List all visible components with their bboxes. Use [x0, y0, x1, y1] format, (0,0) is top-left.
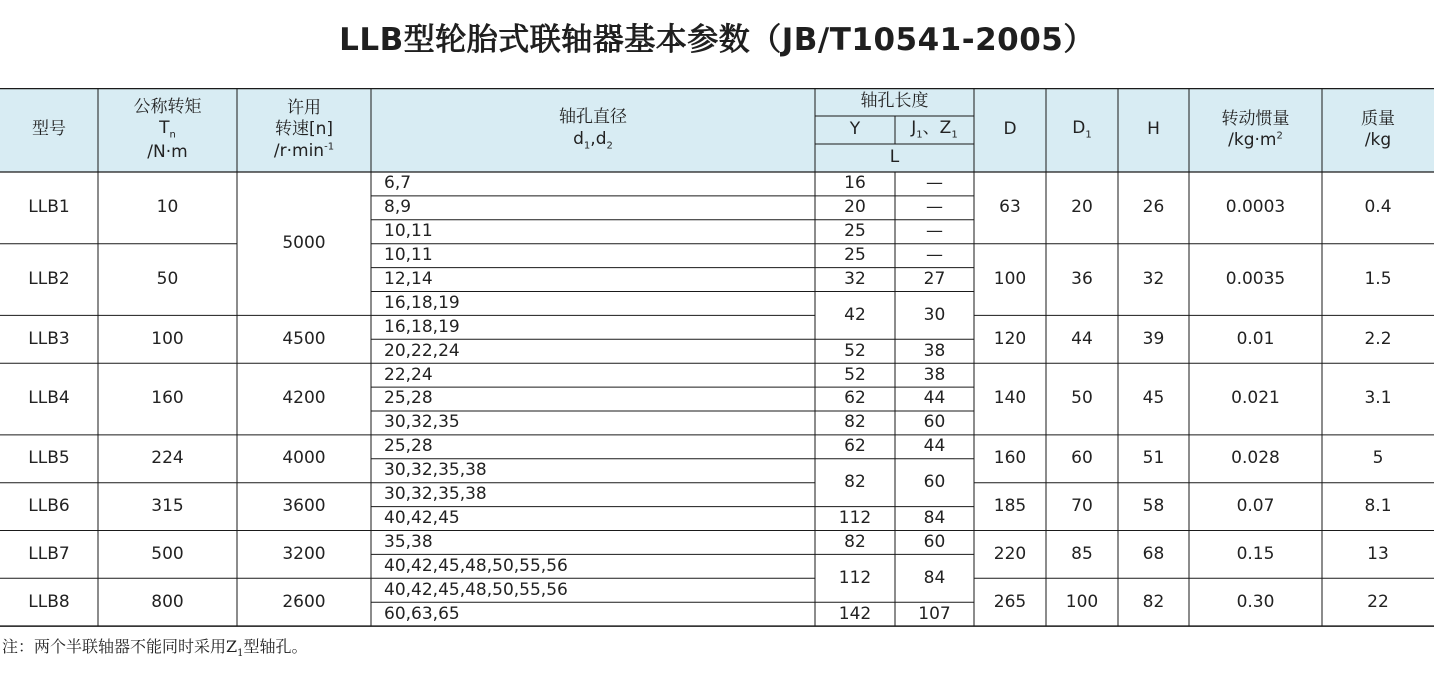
- length-jz-cell: 44: [923, 388, 946, 409]
- length-y-cell: 42: [844, 304, 866, 325]
- length-y-cell: 112: [838, 567, 872, 588]
- d1-cell: 44: [1071, 328, 1093, 349]
- d-cell: 120: [993, 328, 1027, 349]
- speed-cell: 2600: [282, 591, 326, 612]
- page-title: LLB型轮胎式联轴器基本参数（JB/T10541-2005）: [339, 22, 1095, 58]
- bore-diameter-cell: 6,7: [384, 173, 412, 194]
- h-cell: 51: [1142, 448, 1165, 469]
- parameter-table: [0, 88, 1434, 628]
- header-mass: 质量 /kg: [1361, 108, 1395, 150]
- header-length-l: L: [889, 147, 900, 168]
- header-bore-diameter: 轴孔直径 $d_1,d_2$: [559, 107, 627, 152]
- inertia-cell: 0.028: [1231, 448, 1280, 469]
- d1-cell: 50: [1071, 388, 1093, 409]
- length-jz-cell: 84: [923, 507, 946, 528]
- header-speed: 许用 转速[n] $/r\cdot\min^{-1}$: [273, 98, 335, 161]
- length-jz-cell: 44: [923, 436, 946, 457]
- bore-diameter-cell: 60,63,65: [384, 603, 460, 624]
- model-cell: LLB8: [28, 591, 70, 612]
- speed-cell: 4200: [282, 388, 326, 409]
- length-y-cell: 52: [844, 340, 866, 361]
- h-cell: 45: [1142, 388, 1165, 409]
- d-cell: 220: [993, 543, 1027, 564]
- d-cell: 185: [993, 495, 1027, 516]
- h-cell: 82: [1142, 591, 1165, 612]
- model-cell: LLB3: [28, 328, 70, 349]
- d-cell: 140: [993, 388, 1027, 409]
- d1-cell: 20: [1071, 197, 1093, 218]
- inertia-cell: 0.021: [1231, 388, 1280, 409]
- torque-cell: 160: [151, 388, 184, 409]
- torque-cell: 100: [151, 328, 184, 349]
- d-cell: 63: [999, 197, 1021, 218]
- length-y-cell: 62: [844, 388, 866, 409]
- bore-diameter-cell: 35,38: [384, 531, 433, 552]
- inertia-cell: 0.0003: [1225, 197, 1286, 218]
- bore-diameter-cell: 12,14: [384, 268, 433, 289]
- torque-cell: 224: [151, 448, 184, 469]
- torque-cell: 10: [156, 197, 179, 218]
- length-jz-cell: 84: [923, 567, 946, 588]
- header-model: 型号: [32, 119, 66, 140]
- length-y-cell: 20: [844, 197, 866, 218]
- length-jz-cell: 60: [923, 412, 946, 433]
- bore-diameter-cell: 30,32,35: [384, 412, 460, 433]
- header-inertia: 转动惯量 $/kg\cdot m^2$: [1221, 108, 1290, 150]
- bore-diameter-cell: 10,11: [384, 245, 433, 265]
- speed-cell: 3600: [282, 495, 326, 516]
- d1-cell: 70: [1071, 495, 1093, 516]
- length-y-cell: 82: [844, 472, 866, 493]
- bore-diameter-cell: 8,9: [384, 197, 412, 218]
- header-bore-length: 轴孔长度: [860, 91, 929, 112]
- length-y-cell: 32: [844, 268, 866, 289]
- length-jz-cell: —: [926, 221, 943, 242]
- bore-diameter-cell: 16,18,19: [384, 292, 460, 313]
- length-y-cell: 82: [844, 412, 866, 433]
- torque-cell: 500: [151, 543, 184, 564]
- bore-diameter-cell: 10,11: [384, 221, 433, 242]
- model-cell: LLB5: [28, 448, 70, 469]
- length-jz-cell: —: [926, 173, 943, 194]
- inertia-cell: 0.0035: [1225, 268, 1286, 289]
- speed-cell: 3200: [282, 543, 326, 564]
- speed-cell: 4000: [282, 448, 326, 469]
- length-jz-cell: 60: [923, 531, 946, 552]
- bore-diameter-cell: 40,42,45,48,50,55,56: [384, 555, 568, 576]
- model-cell: LLB2: [28, 268, 70, 289]
- torque-cell: 315: [151, 495, 184, 516]
- header-torque: 公称转矩 $T_n$ /N·m: [133, 96, 202, 162]
- torque-cell: 800: [151, 591, 184, 612]
- d-cell: 265: [993, 591, 1027, 612]
- length-jz-cell: —: [926, 197, 943, 218]
- length-y-cell: 16: [844, 173, 866, 194]
- torque-cell: 50: [156, 268, 179, 289]
- mass-cell: 5: [1372, 448, 1384, 469]
- h-cell: 26: [1142, 197, 1165, 218]
- mass-cell: 1.5: [1364, 268, 1392, 289]
- d1-cell: 60: [1071, 448, 1093, 469]
- mass-cell: 3.1: [1364, 388, 1392, 409]
- bore-diameter-cell: 20,22,24: [384, 340, 460, 361]
- header-length-jz: $J_1$、$Z_1$: [911, 118, 958, 141]
- length-y-cell: 62: [844, 436, 866, 457]
- d-cell: 100: [993, 268, 1027, 289]
- inertia-cell: 0.01: [1236, 328, 1275, 349]
- length-jz-cell: —: [926, 245, 943, 265]
- mass-cell: 0.4: [1364, 197, 1392, 218]
- header-h: H: [1147, 119, 1160, 140]
- model-cell: LLB1: [28, 197, 70, 218]
- inertia-cell: 0.07: [1236, 495, 1275, 516]
- length-jz-cell: 38: [923, 364, 946, 385]
- bore-diameter-cell: 40,42,45,48,50,55,56: [384, 579, 568, 600]
- length-y-cell: 25: [844, 221, 866, 242]
- length-jz-cell: 27: [923, 268, 946, 289]
- length-jz-cell: 107: [918, 603, 951, 624]
- mass-cell: 8.1: [1364, 495, 1392, 516]
- header-d: D: [1003, 119, 1017, 140]
- speed-cell: 4500: [282, 328, 326, 349]
- mass-cell: 13: [1367, 543, 1389, 564]
- inertia-cell: 0.15: [1236, 543, 1275, 564]
- length-y-cell: 82: [844, 531, 866, 552]
- h-cell: 68: [1142, 543, 1165, 564]
- length-jz-cell: 60: [923, 472, 946, 493]
- mass-cell: 2.2: [1364, 328, 1392, 349]
- header-d1: $D_1$: [1072, 118, 1092, 141]
- h-cell: 39: [1142, 328, 1165, 349]
- length-jz-cell: 30: [923, 304, 946, 325]
- header-length-y: Y: [849, 119, 861, 140]
- bore-diameter-cell: 25,28: [384, 388, 433, 409]
- bore-diameter-cell: 30,32,35,38: [384, 460, 487, 481]
- bore-diameter-cell: 25,28: [384, 436, 433, 457]
- length-y-cell: 25: [844, 245, 866, 265]
- bore-diameter-cell: 30,32,35,38: [384, 484, 487, 504]
- model-cell: LLB6: [28, 495, 70, 516]
- d-cell: 160: [993, 448, 1027, 469]
- inertia-cell: 0.30: [1236, 591, 1275, 612]
- length-y-cell: 142: [838, 603, 872, 624]
- bore-diameter-cell: 40,42,45: [384, 507, 460, 528]
- d1-cell: 36: [1071, 268, 1093, 289]
- mass-cell: 22: [1367, 591, 1389, 612]
- model-cell: LLB4: [28, 388, 70, 409]
- length-y-cell: 112: [838, 507, 872, 528]
- footnote: 注：两个半联轴器不能同时采用$Z_1$型轴孔。: [2, 637, 308, 660]
- h-cell: 32: [1142, 268, 1165, 289]
- length-y-cell: 52: [844, 364, 866, 385]
- speed-cell: 5000: [282, 233, 326, 254]
- d1-cell: 100: [1065, 591, 1099, 612]
- bore-diameter-cell: 16,18,19: [384, 316, 460, 337]
- d1-cell: 85: [1071, 543, 1093, 564]
- bore-diameter-cell: 22,24: [384, 364, 433, 385]
- length-jz-cell: 38: [923, 340, 946, 361]
- model-cell: LLB7: [28, 543, 70, 564]
- h-cell: 58: [1142, 495, 1165, 516]
